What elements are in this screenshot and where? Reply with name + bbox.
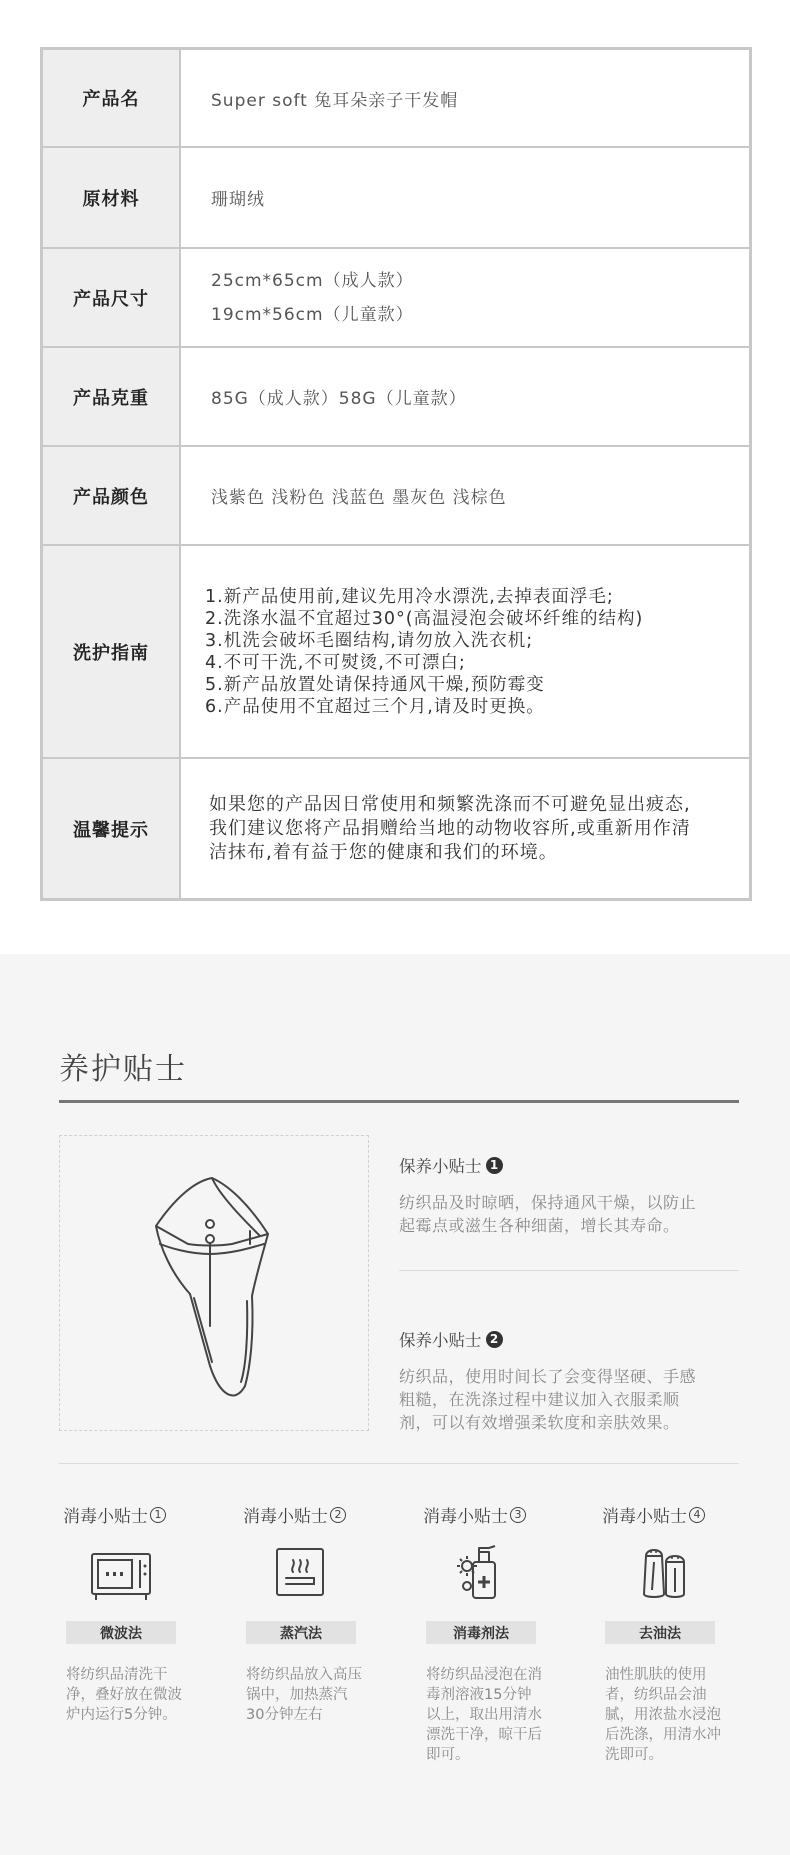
keep-tip-title-text: 保养小贴士 [399, 1157, 482, 1176]
spec-label: 原材料 [43, 148, 181, 247]
spec-row-care-guide [43, 546, 749, 759]
keep-tip-line: 起霉点或滋生各种细菌，增长其寿命。 [399, 1216, 680, 1235]
keep-tip-text [399, 1365, 739, 1434]
care-line: 4.不可干洗,不可熨烫,不可漂白; [205, 652, 466, 673]
method-badge: 蒸汽法 [246, 1621, 356, 1644]
disinfectant-bottle-icon [455, 1542, 509, 1606]
disinfect-tip-line: 将纺织品浸泡在消 [426, 1667, 542, 1683]
keep-tips-divider [399, 1270, 739, 1271]
disinfect-tip-text [66, 1665, 191, 1725]
spec-row-weight [43, 348, 749, 447]
disinfect-tip-text [426, 1665, 551, 1765]
number-4-icon: 4 [689, 1507, 705, 1523]
disinfect-tip-line: 30分钟左右 [246, 1707, 323, 1723]
keep-tip-line: 剂，可以有效增强柔软度和亲肤效果。 [399, 1413, 680, 1432]
disinfect-tip-2 [243, 1502, 393, 1723]
spec-value-line: 珊瑚绒 [211, 190, 265, 210]
spec-label: 产品颜色 [43, 447, 181, 544]
disinfect-tip-text [605, 1665, 730, 1765]
disinfect-tip-line: 毒剂溶液15分钟 [426, 1687, 532, 1703]
method-badge: 微波法 [66, 1621, 176, 1644]
number-3-icon: 3 [510, 1507, 526, 1523]
product-spec-table [40, 47, 752, 901]
disinfect-tip-line: 油性肌肤的使用 [605, 1667, 707, 1683]
spec-value-line: 19cm*56cm（儿童款） [211, 304, 414, 325]
disinfect-tip-title [243, 1502, 393, 1527]
care-tips-section [0, 954, 790, 1855]
spec-label: 产品尺寸 [43, 249, 181, 346]
spec-value [181, 447, 749, 544]
disinfect-tip-title-text: 消毒小贴士 [63, 1507, 148, 1527]
section-divider-2 [59, 1463, 739, 1464]
disinfect-tip-title [423, 1502, 573, 1527]
disinfect-tip-line: 锅中，加热蒸汽 [246, 1687, 348, 1703]
spec-row-colors [43, 447, 749, 546]
disinfect-tip-line: 将纺织品清洗干 [66, 1667, 168, 1683]
spec-value-line: 浅紫色 浅粉色 浅蓝色 墨灰色 浅棕色 [211, 488, 507, 508]
care-line: 5.新产品放置处请保持通风干燥,预防霉变 [205, 674, 545, 695]
care-line: 2.洗涤水温不宜超过30°(高温浸泡会破坏纤维的结构) [205, 608, 644, 629]
spec-value-line: 25cm*65cm（成人款） [211, 270, 414, 291]
keep-tip-title-text: 保养小贴士 [399, 1331, 482, 1350]
microwave-icon [90, 1550, 152, 1606]
section-title: 养护贴士 [59, 1052, 187, 1087]
spec-value [181, 759, 749, 898]
method-badge: 去油法 [605, 1621, 715, 1644]
disinfect-tip-text [246, 1665, 371, 1725]
disinfect-tip-line: 腻，用浓盐水浸泡 [605, 1707, 721, 1723]
disinfect-tip-line: 将纺织品放入高压 [246, 1667, 362, 1683]
spec-row-size [43, 249, 749, 348]
disinfect-tip-title-text: 消毒小贴士 [423, 1507, 508, 1527]
spec-value [181, 348, 749, 445]
disinfect-tip-title [602, 1502, 752, 1527]
spec-value-line: 85G（成人款）58G（儿童款） [211, 389, 467, 409]
disinfect-tip-4 [602, 1502, 752, 1763]
disinfect-tip-line: 后洗涤，用清水冲 [605, 1727, 721, 1743]
disinfect-tip-3 [423, 1502, 573, 1763]
disinfect-tip-line: 炉内运行5分钟。 [66, 1707, 177, 1723]
care-line: 1.新产品使用前,建议先用冷水漂洗,去掉表面浮毛; [205, 586, 614, 607]
disinfect-tip-line: 洗即可。 [605, 1747, 663, 1763]
keep-tip-line: 纺织品，使用时间长了会变得坚硬、手感 [399, 1367, 697, 1386]
care-line: 3.机洗会破坏毛圈结构,请勿放入洗衣机; [205, 630, 534, 651]
spec-row-name [43, 50, 749, 148]
spec-label: 洗护指南 [43, 546, 181, 757]
spec-row-material [43, 148, 749, 249]
number-1-icon: 1 [486, 1157, 503, 1174]
disinfect-tip-line: 即可。 [426, 1747, 470, 1763]
disinfect-tip-title-text: 消毒小贴士 [243, 1507, 328, 1527]
method-badge: 消毒剂法 [426, 1621, 536, 1644]
keep-tip-line: 纺织品及时晾晒，保持通风干燥，以防止 [399, 1193, 697, 1212]
keep-tip-1 [399, 1153, 739, 1237]
reminder-line: 洁抹布,着有益于您的健康和我们的环境。 [209, 841, 558, 863]
disinfect-tip-line: 净，叠好放在微波 [66, 1687, 182, 1703]
care-line: 6.产品使用不宜超过三个月,请及时更换。 [205, 696, 545, 717]
spec-label: 产品名 [43, 50, 181, 146]
disinfect-tip-line: 者，纺织品会油 [605, 1687, 707, 1703]
keep-tip-line: 粗糙，在洗涤过程中建议加入衣服柔顺 [399, 1390, 680, 1409]
reminder-line: 我们建议您将产品捐赠给当地的动物收容所,或重新用作清 [209, 817, 691, 839]
keep-tip-title [399, 1153, 739, 1177]
spec-value [181, 148, 749, 247]
keep-tip-2 [399, 1327, 739, 1434]
keep-tip-text [399, 1191, 739, 1237]
degreaser-bottles-icon [640, 1542, 690, 1606]
disinfect-tip-title-text: 消毒小贴士 [602, 1507, 687, 1527]
number-1-icon: 1 [150, 1507, 166, 1523]
number-2-icon: 2 [330, 1507, 346, 1523]
spec-value [181, 249, 749, 346]
section-divider [59, 1100, 739, 1103]
disinfect-tip-line: 以上，取出用清水 [426, 1707, 542, 1723]
disinfect-tip-title [63, 1502, 213, 1527]
disinfect-tip-line: 漂洗干净，晾干后 [426, 1727, 542, 1743]
number-2-icon: 2 [486, 1331, 503, 1348]
spec-value [181, 546, 749, 757]
disinfect-tip-1 [63, 1502, 213, 1723]
steamer-icon [274, 1546, 326, 1602]
spec-label: 温馨提示 [43, 759, 181, 898]
spec-value-line: Super soft 兔耳朵亲子干发帽 [211, 90, 459, 111]
spec-label: 产品克重 [43, 348, 181, 445]
spec-row-reminder [43, 759, 749, 898]
hair-towel-cap-icon [59, 1135, 369, 1431]
keep-tip-title [399, 1327, 739, 1351]
spec-value [181, 50, 749, 146]
reminder-line: 如果您的产品因日常使用和频繁洗涤而不可避免显出疲态, [209, 793, 691, 815]
